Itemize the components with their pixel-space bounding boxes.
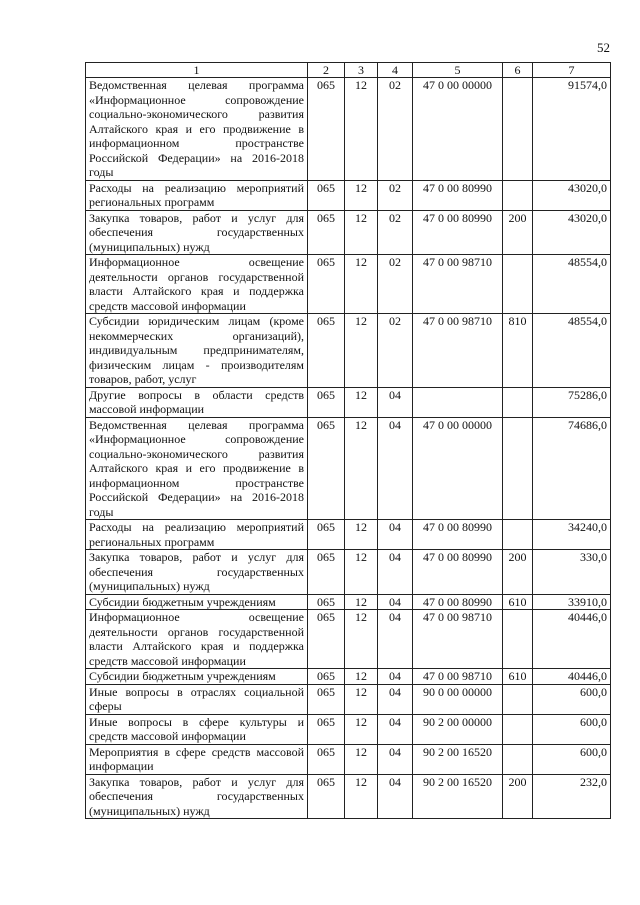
section-code-cell: 12 xyxy=(345,610,378,669)
amount-cell: 34240,0 xyxy=(533,520,611,550)
ministry-code-cell: 065 xyxy=(308,610,345,669)
ministry-code-cell: 065 xyxy=(308,314,345,388)
expense-type-cell xyxy=(503,684,533,714)
target-article-cell: 47 0 00 80990 xyxy=(413,180,503,210)
subsection-code-cell: 04 xyxy=(378,774,413,819)
ministry-code-cell: 065 xyxy=(308,210,345,255)
target-article-cell: 90 2 00 16520 xyxy=(413,774,503,819)
subsection-code-cell: 04 xyxy=(378,594,413,610)
subsection-code-cell: 04 xyxy=(378,744,413,774)
column-header: 3 xyxy=(345,63,378,78)
target-article-cell: 47 0 00 98710 xyxy=(413,610,503,669)
amount-cell: 48554,0 xyxy=(533,255,611,314)
amount-cell: 74686,0 xyxy=(533,417,611,520)
section-code-cell: 12 xyxy=(345,417,378,520)
table-row xyxy=(86,594,611,610)
target-article-cell: 90 2 00 16520 xyxy=(413,744,503,774)
subsection-code-cell: 02 xyxy=(378,210,413,255)
amount-cell: 43020,0 xyxy=(533,180,611,210)
subsection-code-cell: 04 xyxy=(378,714,413,744)
column-header: 6 xyxy=(503,63,533,78)
expense-type-cell xyxy=(503,610,533,669)
target-article-cell: 47 0 00 80990 xyxy=(413,550,503,595)
ministry-code-cell: 065 xyxy=(308,744,345,774)
section-code-cell: 12 xyxy=(345,387,378,417)
column-header: 2 xyxy=(308,63,345,78)
row-name-cell: Ведомственная целевая программа «Информационное сопровождение социально-экономического развития Алтайского края и его продвижение в информационном пространстве Российской Федерации» на 2016-2018 годы xyxy=(86,78,308,181)
row-name-cell: Иные вопросы в сфере культуры и средств массовой информации xyxy=(86,714,308,744)
ministry-code-cell: 065 xyxy=(308,417,345,520)
page-number: 52 xyxy=(597,40,610,55)
expense-type-cell xyxy=(503,78,533,181)
row-name-cell: Информационное освещение деятельности органов государственной власти Алтайского края и поддержка средств массовой информации xyxy=(86,610,308,669)
budget-table xyxy=(85,62,611,819)
table-header-row xyxy=(86,63,611,78)
target-article-cell: 47 0 00 00000 xyxy=(413,78,503,181)
subsection-code-cell: 04 xyxy=(378,520,413,550)
amount-cell: 600,0 xyxy=(533,714,611,744)
section-code-cell: 12 xyxy=(345,774,378,819)
subsection-code-cell: 02 xyxy=(378,255,413,314)
section-code-cell: 12 xyxy=(345,714,378,744)
expense-type-cell: 610 xyxy=(503,594,533,610)
section-code-cell: 12 xyxy=(345,78,378,181)
target-article-cell: 90 2 00 00000 xyxy=(413,714,503,744)
target-article-cell xyxy=(413,387,503,417)
ministry-code-cell: 065 xyxy=(308,255,345,314)
expense-type-cell: 610 xyxy=(503,669,533,685)
amount-cell: 40446,0 xyxy=(533,669,611,685)
section-code-cell: 12 xyxy=(345,550,378,595)
column-header: 1 xyxy=(86,63,308,78)
ministry-code-cell: 065 xyxy=(308,550,345,595)
target-article-cell: 47 0 00 00000 xyxy=(413,417,503,520)
expense-type-cell: 200 xyxy=(503,774,533,819)
subsection-code-cell: 04 xyxy=(378,550,413,595)
amount-cell: 43020,0 xyxy=(533,210,611,255)
row-name-cell: Субсидии бюджетным учреждениям xyxy=(86,669,308,685)
target-article-cell: 47 0 00 80990 xyxy=(413,520,503,550)
row-name-cell: Закупка товаров, работ и услуг для обеспечения государственных (муниципальных) нужд xyxy=(86,210,308,255)
target-article-cell: 47 0 00 98710 xyxy=(413,255,503,314)
target-article-cell: 47 0 00 80990 xyxy=(413,594,503,610)
ministry-code-cell: 065 xyxy=(308,387,345,417)
amount-cell: 600,0 xyxy=(533,744,611,774)
section-code-cell: 12 xyxy=(345,594,378,610)
section-code-cell: 12 xyxy=(345,180,378,210)
table-row xyxy=(86,774,611,819)
amount-cell: 91574,0 xyxy=(533,78,611,181)
section-code-cell: 12 xyxy=(345,520,378,550)
amount-cell: 330,0 xyxy=(533,550,611,595)
expense-type-cell: 810 xyxy=(503,314,533,388)
subsection-code-cell: 04 xyxy=(378,387,413,417)
row-name-cell: Иные вопросы в отраслях социальной сферы xyxy=(86,684,308,714)
table-row xyxy=(86,550,611,595)
subsection-code-cell: 04 xyxy=(378,610,413,669)
ministry-code-cell: 065 xyxy=(308,669,345,685)
subsection-code-cell: 02 xyxy=(378,314,413,388)
expense-type-cell: 200 xyxy=(503,550,533,595)
column-header: 4 xyxy=(378,63,413,78)
row-name-cell: Закупка товаров, работ и услуг для обеспечения государственных (муниципальных) нужд xyxy=(86,550,308,595)
ministry-code-cell: 065 xyxy=(308,684,345,714)
expense-type-cell xyxy=(503,520,533,550)
amount-cell: 48554,0 xyxy=(533,314,611,388)
section-code-cell: 12 xyxy=(345,744,378,774)
column-header: 7 xyxy=(533,63,611,78)
ministry-code-cell: 065 xyxy=(308,520,345,550)
subsection-code-cell: 04 xyxy=(378,684,413,714)
row-name-cell: Ведомственная целевая программа «Информационное сопровождение социально-экономического развития Алтайского края и его продвижение в информационном пространстве Российской Федерации» на 2016-2018 годы xyxy=(86,417,308,520)
amount-cell: 232,0 xyxy=(533,774,611,819)
column-header: 5 xyxy=(413,63,503,78)
table-row xyxy=(86,520,611,550)
section-code-cell: 12 xyxy=(345,314,378,388)
row-name-cell: Расходы на реализацию мероприятий региональных программ xyxy=(86,180,308,210)
table-row xyxy=(86,387,611,417)
amount-cell: 75286,0 xyxy=(533,387,611,417)
row-name-cell: Субсидии бюджетным учреждениям xyxy=(86,594,308,610)
section-code-cell: 12 xyxy=(345,669,378,685)
expense-type-cell xyxy=(503,387,533,417)
row-name-cell: Информационное освещение деятельности органов государственной власти Алтайского края и поддержка средств массовой информации xyxy=(86,255,308,314)
amount-cell: 600,0 xyxy=(533,684,611,714)
ministry-code-cell: 065 xyxy=(308,180,345,210)
table-row xyxy=(86,180,611,210)
row-name-cell: Другие вопросы в области средств массовой информации xyxy=(86,387,308,417)
table-body xyxy=(86,78,611,819)
amount-cell: 40446,0 xyxy=(533,610,611,669)
table-row xyxy=(86,210,611,255)
table-row xyxy=(86,610,611,669)
expense-type-cell xyxy=(503,714,533,744)
subsection-code-cell: 04 xyxy=(378,669,413,685)
table-row xyxy=(86,684,611,714)
section-code-cell: 12 xyxy=(345,255,378,314)
table-row xyxy=(86,314,611,388)
ministry-code-cell: 065 xyxy=(308,774,345,819)
amount-cell: 33910,0 xyxy=(533,594,611,610)
ministry-code-cell: 065 xyxy=(308,78,345,181)
expense-type-cell xyxy=(503,255,533,314)
table-row xyxy=(86,714,611,744)
ministry-code-cell: 065 xyxy=(308,714,345,744)
expense-type-cell xyxy=(503,744,533,774)
row-name-cell: Закупка товаров, работ и услуг для обеспечения государственных (муниципальных) нужд xyxy=(86,774,308,819)
table-row xyxy=(86,417,611,520)
ministry-code-cell: 065 xyxy=(308,594,345,610)
table-row xyxy=(86,78,611,181)
subsection-code-cell: 02 xyxy=(378,78,413,181)
section-code-cell: 12 xyxy=(345,210,378,255)
subsection-code-cell: 02 xyxy=(378,180,413,210)
target-article-cell: 47 0 00 98710 xyxy=(413,314,503,388)
subsection-code-cell: 04 xyxy=(378,417,413,520)
table-row xyxy=(86,669,611,685)
table-row xyxy=(86,744,611,774)
target-article-cell: 47 0 00 98710 xyxy=(413,669,503,685)
row-name-cell: Мероприятия в сфере средств массовой информации xyxy=(86,744,308,774)
table-row xyxy=(86,255,611,314)
expense-type-cell xyxy=(503,417,533,520)
target-article-cell: 47 0 00 80990 xyxy=(413,210,503,255)
section-code-cell: 12 xyxy=(345,684,378,714)
row-name-cell: Субсидии юридическим лицам (кроме некоммерческих организаций), индивидуальным предпринимателям, физическим лицам - производителям товаров, работ, услуг xyxy=(86,314,308,388)
expense-type-cell xyxy=(503,180,533,210)
target-article-cell: 90 0 00 00000 xyxy=(413,684,503,714)
expense-type-cell: 200 xyxy=(503,210,533,255)
row-name-cell: Расходы на реализацию мероприятий региональных программ xyxy=(86,520,308,550)
